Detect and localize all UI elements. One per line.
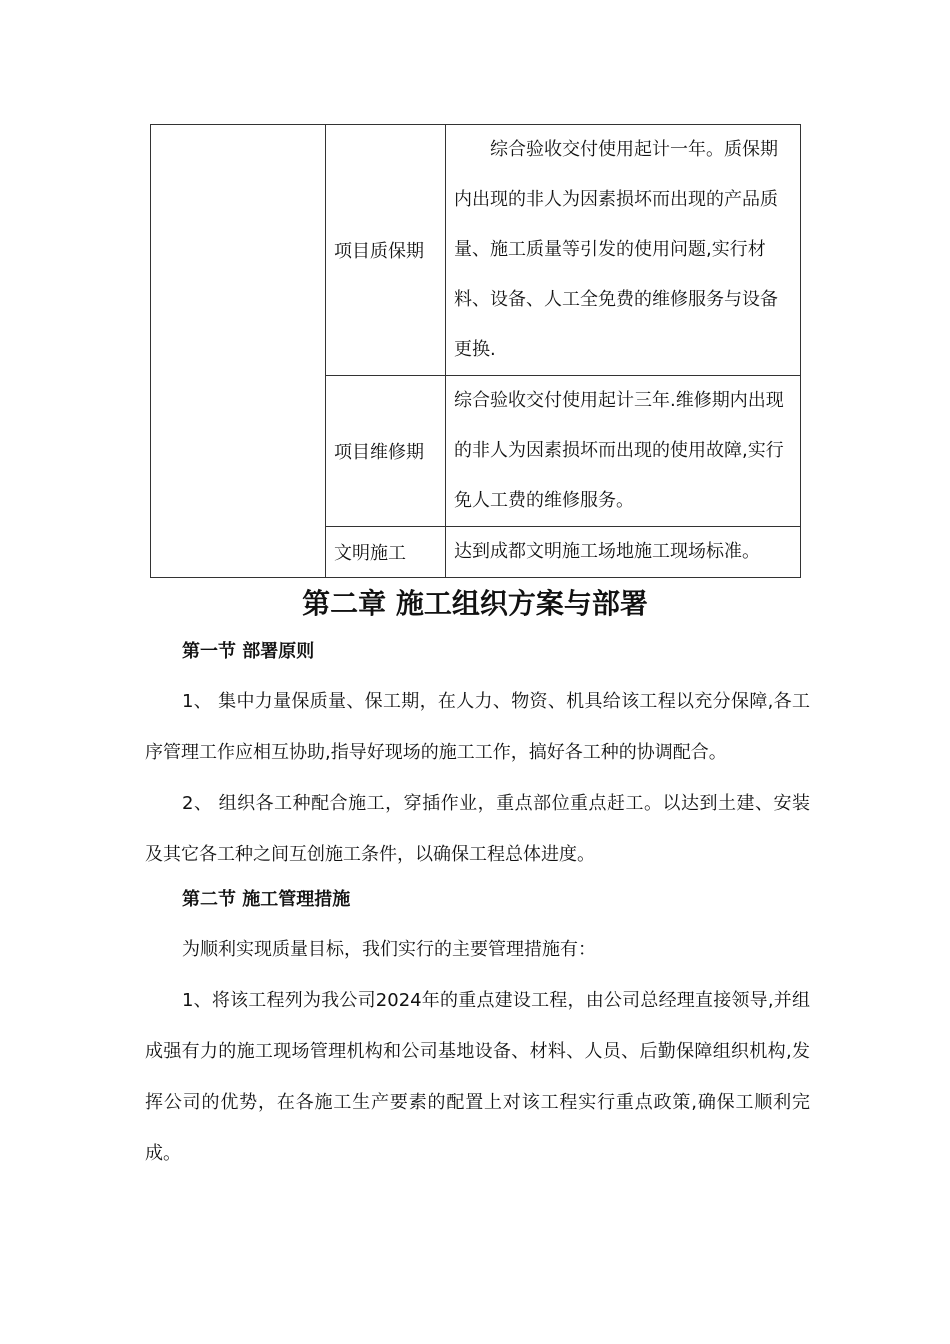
section-title: 第一节 部署原则 [182, 641, 315, 662]
spec-table [150, 124, 801, 578]
paragraph: 1、将该工程列为我公司2024年的重点建设工程，由公司总经理直接领导,并组成强有力的施工现场管理机构和公司基地设备、材料、人员、后勤保障组织机构,发挥公司的优势，在各施工生产要素的配置上对该工程实行重点政策,确保工顺利完成。 [145, 990, 810, 1164]
row-label: 项目维修期 [326, 376, 446, 527]
paragraph: 为顺利实现质量目标，我们实行的主要管理措施有： [182, 939, 596, 960]
paragraph: 1、 集中力量保质量、保工期，在人力、物资、机具给该工程以充分保障,各工序管理工作应相互协助,指导好现场的施工工作，搞好各工种的协调配合。 [145, 691, 810, 763]
row-description: 综合验收交付使用起计一年。质保期内出现的非人为因素损坏而出现的产品质量、施工质量等引发的使用问题,实行材料、设备、人工全免费的维修服务与设备更换. [446, 125, 801, 376]
row-description: 达到成都文明施工场地施工现场标准。 [446, 527, 801, 578]
merged-empty-cell [151, 125, 326, 578]
section-title: 第二节 施工管理措施 [182, 889, 351, 910]
row-label: 文明施工 [326, 527, 446, 578]
row-description: 综合验收交付使用起计三年.维修期内出现的非人为因素损坏而出现的使用故障,实行免人工费的维修服务。 [446, 376, 801, 527]
paragraph: 2、 组织各工种配合施工，穿插作业，重点部位重点赶工。以达到土建、安装及其它各工种之间互创施工条件，以确保工程总体进度。 [145, 793, 810, 865]
chapter-title: 第二章 施工组织方案与部署 [302, 587, 648, 620]
row-label: 项目质保期 [326, 125, 446, 376]
table-row [151, 125, 801, 376]
